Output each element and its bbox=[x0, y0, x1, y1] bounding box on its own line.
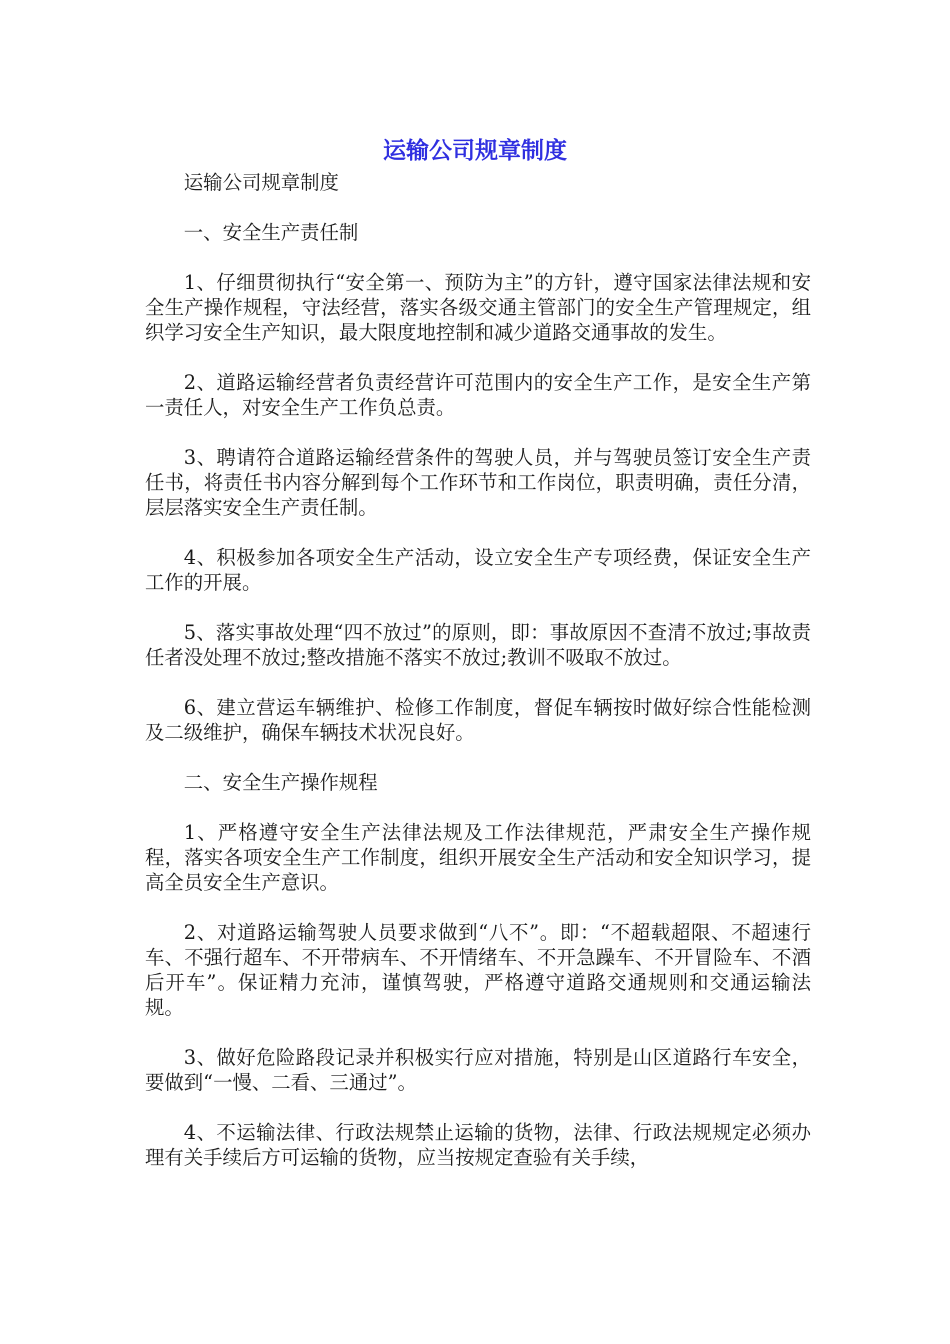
paragraph: 1、严格遵守安全生产法律法规及工作法律规范，严肃安全生产操作规程，落实各项安全生产工作制度，组织开展安全生产活动和安全知识学习，提高全员安全生产意识。 bbox=[145, 821, 811, 894]
paragraph: 6、建立营运车辆维护、检修工作制度，督促车辆按时做好综合性能检测及二级维护，确保车辆技术状况良好。 bbox=[145, 696, 811, 744]
paragraph: 3、聘请符合道路运输经营条件的驾驶人员，并与驾驶员签订安全生产责任书，将责任书内容分解到每个工作环节和工作岗位，职责明确，责任分清，层层落实安全生产责任制。 bbox=[145, 446, 811, 519]
paragraph: 4、不运输法律、行政法规禁止运输的货物，法律、行政法规规定必须办理有关手续后方可运输的货物，应当按规定查验有关手续， bbox=[145, 1121, 811, 1169]
document-title: 运输公司规章制度 bbox=[383, 138, 567, 164]
paragraph: 1、仔细贯彻执行“安全第一、预防为主”的方针，遵守国家法律法规和安全生产操作规程，守法经营，落实各级交通主管部门的安全生产管理规定，组织学习安全生产知识，最大限度地控制和减少道路交通事故的发生。 bbox=[145, 271, 811, 344]
paragraph: 2、道路运输经营者负责经营许可范围内的安全生产工作，是安全生产第一责任人，对安全生产工作负总责。 bbox=[145, 371, 811, 419]
paragraph: 3、做好危险路段记录并积极实行应对措施，特别是山区道路行车安全，要做到“一慢、二看、三通过”。 bbox=[145, 1046, 811, 1094]
paragraph: 4、积极参加各项安全生产活动，设立安全生产专项经费，保证安全生产工作的开展。 bbox=[145, 546, 811, 594]
document-body bbox=[145, 170, 811, 1195]
section-heading: 一、安全生产责任制 bbox=[183, 221, 359, 244]
paragraph: 2、对道路运输驾驶人员要求做到“八不”。即：“不超载超限、不超速行车、不强行超车、不开带病车、不开情绪车、不开急躁车、不开冒险车、不酒后开车”。保证精力充沛，谨慎驾驶，严格遵守道路交通规则和交通运输法规。 bbox=[145, 921, 811, 1019]
paragraph: 5、落实事故处理“四不放过”的原则，即：事故原因不查清不放过;事故责任者没处理不放过;整改措施不落实不放过;教训不吸取不放过。 bbox=[145, 621, 811, 669]
document-subtitle: 运输公司规章制度 bbox=[183, 171, 339, 194]
section-heading: 二、安全生产操作规程 bbox=[183, 771, 378, 794]
